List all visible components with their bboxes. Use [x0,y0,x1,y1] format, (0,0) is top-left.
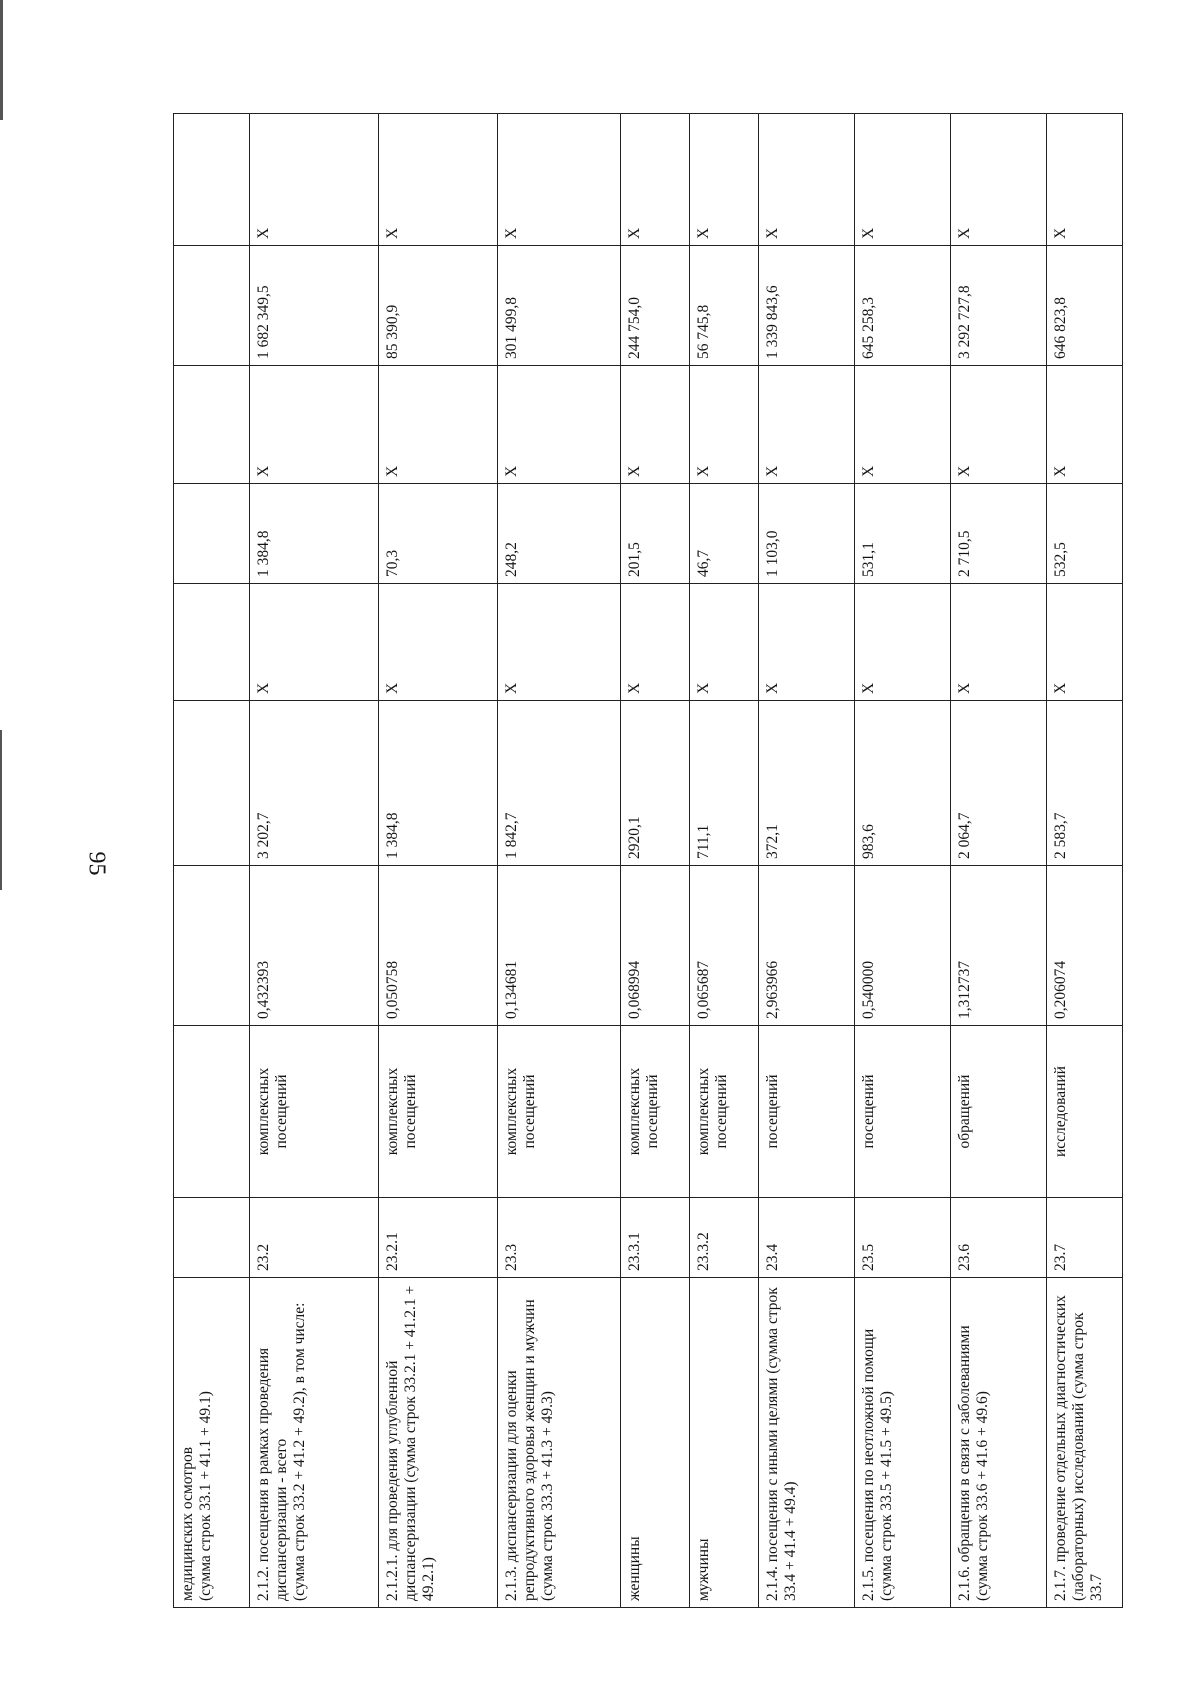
cell-v3: X [855,584,951,701]
table-row [379,114,497,1608]
cell-unit: обращений [951,1026,1047,1198]
cell-v5: X [620,366,689,484]
cell-unit: комплексных посещений [620,1026,689,1198]
cell-code: 23.2 [249,1198,379,1278]
cell-v2: 983,6 [855,701,951,866]
cell-v7: X [379,114,497,246]
cell-v4: 201,5 [620,484,689,584]
cell-v3: X [249,584,379,701]
table-row [620,114,689,1608]
cell-v2: 2920,1 [620,701,689,866]
cell-v3: X [379,584,497,701]
cell-v5: X [1047,366,1123,484]
scan-edge-line [0,0,3,120]
cell-unit: исследований [1047,1026,1123,1198]
cell-v7: X [855,114,951,246]
table-row [1047,114,1123,1608]
table-row [249,114,379,1608]
cell-v4: 70,3 [379,484,497,584]
cell-v1: 0,068994 [620,866,689,1026]
table-row [174,114,250,1608]
cell-v6: 645 258,3 [855,246,951,366]
cell-v6: 1 339 843,6 [758,246,854,366]
cell-v7: X [951,114,1047,246]
cell-code: 23.7 [1047,1198,1123,1278]
cell-v4 [174,484,250,584]
cell-v1: 1,312737 [951,866,1047,1026]
cell-v7: X [249,114,379,246]
table-row [497,114,620,1608]
rotated-table-container [173,114,1123,1608]
table-row [855,114,951,1608]
cell-v4: 531,1 [855,484,951,584]
cell-code: 23.4 [758,1198,854,1278]
cell-v3 [174,584,250,701]
cell-code [174,1198,250,1278]
cell-v4: 248,2 [497,484,620,584]
cell-v4: 532,5 [1047,484,1123,584]
cell-v7: X [620,114,689,246]
cell-code: 23.3.1 [620,1198,689,1278]
cell-unit: комплексных посещений [379,1026,497,1198]
cell-v3: X [497,584,620,701]
cell-v3: X [758,584,854,701]
cell-name: 2.1.3. диспансеризации для оценки репродуктивного здоровья женщин и мужчин (сумма строк 33.3 + 41.3 + 49.3) [497,1278,620,1608]
cell-v7: X [1047,114,1123,246]
cell-code: 23.3.2 [689,1198,758,1278]
cell-name: 2.1.6. обращения в связи с заболеваниями (сумма строк 33.6 + 41.6 + 49.6) [951,1278,1047,1608]
cell-v2: 372,1 [758,701,854,866]
cell-v5: X [249,366,379,484]
cell-code: 23.5 [855,1198,951,1278]
cell-v4: 1 384,8 [249,484,379,584]
cell-name: 2.1.2. посещения в рамках проведения диспансеризации - всего (сумма строк 33.2 + 41.2 + 49.2), в том числе: [249,1278,379,1608]
cell-v1: 0,432393 [249,866,379,1026]
cell-name: 2.1.2.1. для проведения углубленной диспансеризации (сумма строк 33.2.1 + 41.2.1 + 49.2.1) [379,1278,497,1608]
cell-v2: 1 842,7 [497,701,620,866]
cell-name: 2.1.4. посещения с иными целями (сумма строк 33.4 + 41.4 + 49.4) [758,1278,854,1608]
cell-v2: 2 583,7 [1047,701,1123,866]
cell-v2 [174,701,250,866]
cell-v3: X [620,584,689,701]
cell-v5: X [758,366,854,484]
cell-v5: X [497,366,620,484]
cell-v6 [174,246,250,366]
cell-unit: посещений [855,1026,951,1198]
cell-v7: X [497,114,620,246]
cell-v4: 46,7 [689,484,758,584]
cell-name: женщины [620,1278,689,1608]
page-number: 95 [83,851,110,876]
table-row [951,114,1047,1608]
cell-code: 23.6 [951,1198,1047,1278]
cell-v1: 0,050758 [379,866,497,1026]
table-body [174,114,1123,1608]
cell-unit: комплексных посещений [689,1026,758,1198]
cell-v3: X [951,584,1047,701]
cell-unit: посещений [758,1026,854,1198]
cell-unit: комплексных посещений [497,1026,620,1198]
cell-v6: 244 754,0 [620,246,689,366]
cell-v4: 2 710,5 [951,484,1047,584]
cell-v2: 2 064,7 [951,701,1047,866]
scan-edge-line [0,730,2,890]
data-table [173,113,1123,1608]
cell-v2: 711,1 [689,701,758,866]
cell-unit: комплексных посещений [249,1026,379,1198]
cell-v1: 0,065687 [689,866,758,1026]
cell-v3: X [1047,584,1123,701]
cell-v6: 56 745,8 [689,246,758,366]
cell-v1 [174,866,250,1026]
cell-v1: 0,134681 [497,866,620,1026]
cell-v4: 1 103,0 [758,484,854,584]
cell-code: 23.3 [497,1198,620,1278]
cell-code: 23.2.1 [379,1198,497,1278]
cell-v5: X [689,366,758,484]
cell-v7: X [689,114,758,246]
cell-v3: X [689,584,758,701]
cell-name: медицинских осмотров (сумма строк 33.1 + 41.1 + 49.1) [174,1278,250,1608]
table-row [689,114,758,1608]
cell-v2: 1 384,8 [379,701,497,866]
cell-v5: X [855,366,951,484]
cell-v6: 301 499,8 [497,246,620,366]
cell-v1: 0,540000 [855,866,951,1026]
cell-v2: 3 202,7 [249,701,379,866]
cell-v5: X [951,366,1047,484]
cell-v1: 0,206074 [1047,866,1123,1026]
cell-v1: 2,963966 [758,866,854,1026]
cell-name: 2.1.7. проведение отдельных диагностических (лабораторных) исследований (сумма строк 33.7 [1047,1278,1123,1608]
cell-v6: 646 823,8 [1047,246,1123,366]
cell-v5 [174,366,250,484]
cell-unit [174,1026,250,1198]
cell-v6: 3 292 727,8 [951,246,1047,366]
cell-v6: 1 682 349,5 [249,246,379,366]
cell-name: 2.1.5. посещения по неотложной помощи (сумма строк 33.5 + 41.5 + 49.5) [855,1278,951,1608]
cell-v7 [174,114,250,246]
cell-v7: X [758,114,854,246]
table-row [758,114,854,1608]
cell-name: мужчины [689,1278,758,1608]
cell-v5: X [379,366,497,484]
cell-v6: 85 390,9 [379,246,497,366]
